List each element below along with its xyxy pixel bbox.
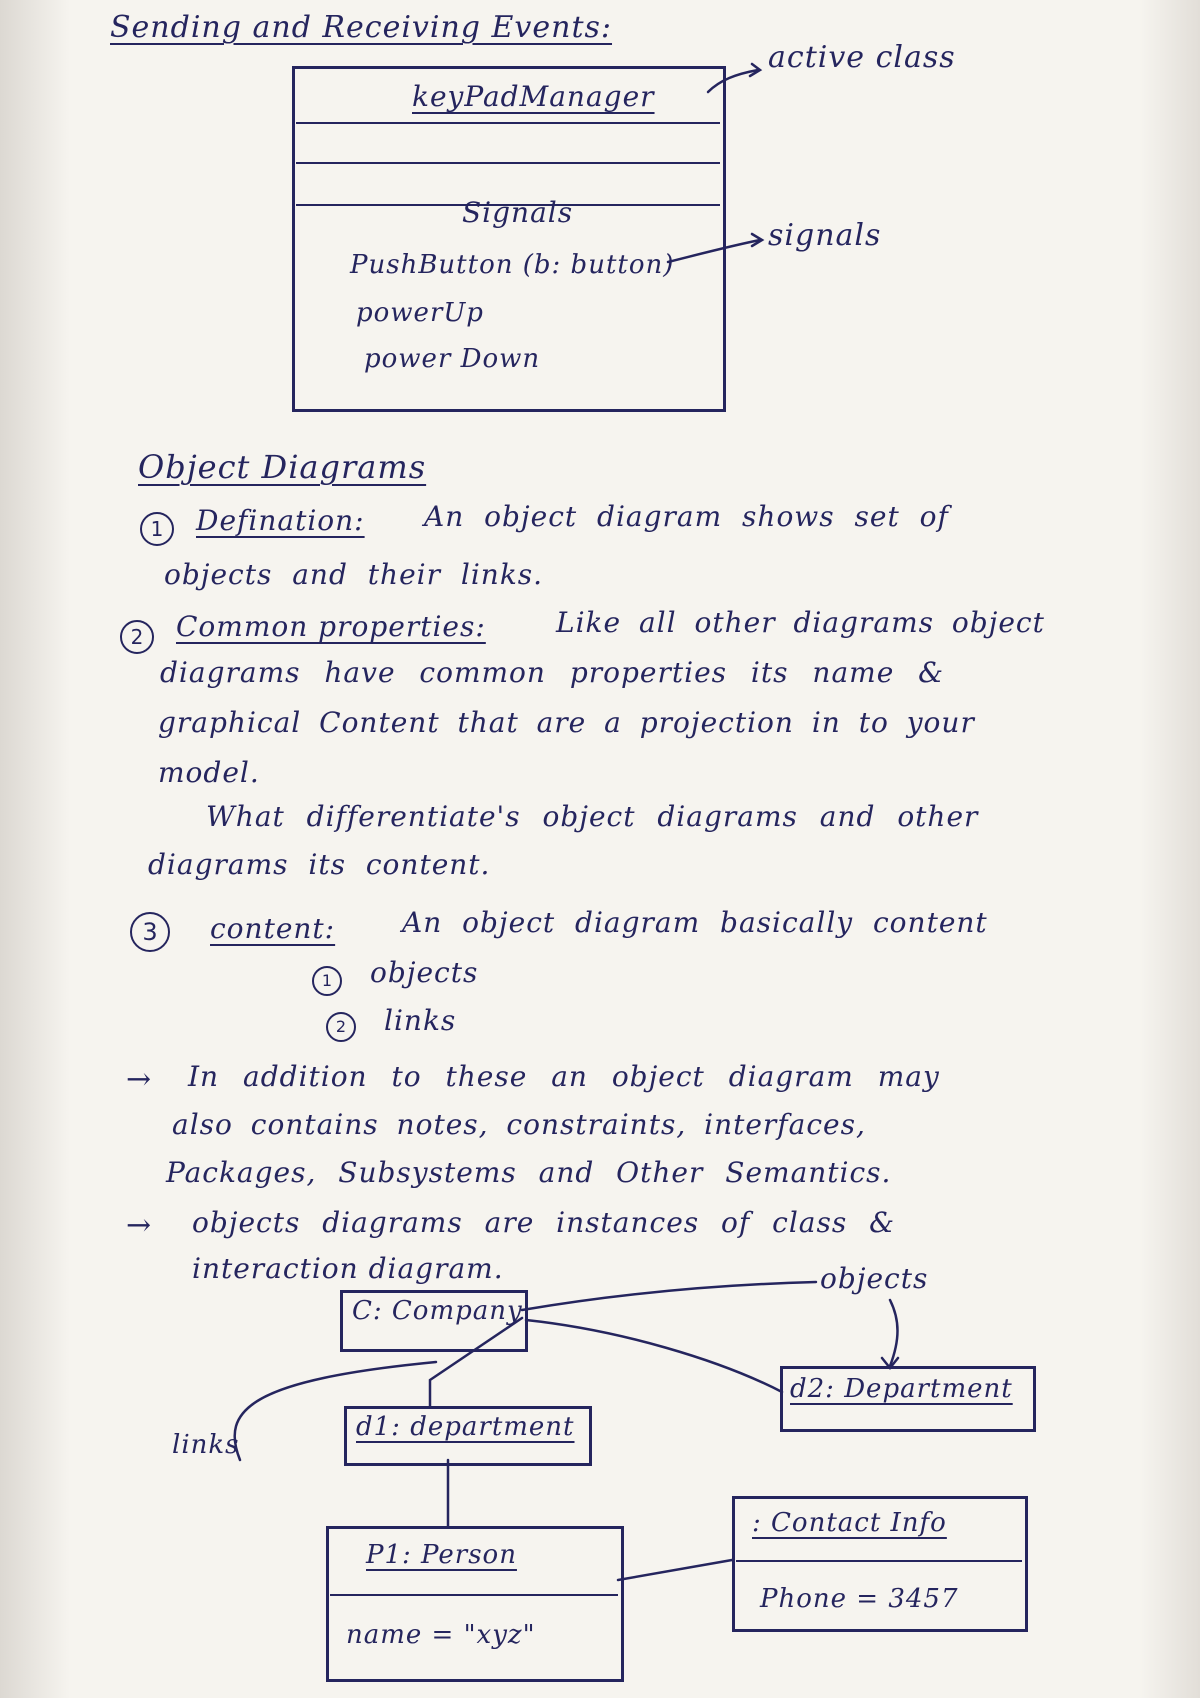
definition-text-1: An object diagram shows set of — [424, 500, 949, 533]
active-class-pointer — [708, 70, 758, 92]
common-properties-text-3: graphical Content that are a projection in to your — [158, 706, 975, 739]
object-label-company: C: Company — [352, 1296, 523, 1326]
signals-pointer — [668, 240, 760, 262]
sub-item-number-2: 2 — [326, 1012, 356, 1042]
common-properties-text-4: model. — [158, 756, 260, 789]
object-label-contact-info: : Contact Info — [752, 1508, 947, 1538]
person-attribute-name: name = "xyz" — [346, 1620, 536, 1650]
annotation-signals: signals — [768, 218, 882, 253]
object-label-department-left: d1: department — [356, 1412, 575, 1442]
arrow-glyph-1: → — [126, 1062, 153, 1097]
sub-item-links: links — [384, 1004, 457, 1037]
sub-item-objects: objects — [370, 956, 479, 989]
common-properties-text-2: diagrams have common properties its name & — [160, 656, 945, 689]
arrow-glyph-2: → — [126, 1208, 153, 1243]
signal-item-powerup: powerUp — [356, 298, 484, 328]
object-label-person: P1: Person — [366, 1540, 517, 1570]
link-person-contact — [618, 1560, 732, 1580]
addition-text-2: also contains notes, constraints, interfaces, — [172, 1108, 866, 1141]
differentiate-text-1: What differentiate's object diagrams and other — [206, 800, 979, 833]
instances-text-2: interaction diagram. — [192, 1252, 504, 1285]
section-title-events: Sending and Receiving Events: — [110, 10, 613, 45]
link-company-dept-right — [526, 1320, 782, 1392]
annotation-active-class: active class — [768, 40, 956, 75]
instances-text-1: objects diagrams are instances of class & — [192, 1206, 896, 1239]
links-pointer — [235, 1362, 436, 1460]
definition-heading: Defination: — [196, 504, 365, 537]
item-number-3: 3 — [130, 912, 170, 952]
annotation-links: links — [172, 1430, 240, 1460]
contact-attribute-phone: Phone = 3457 — [760, 1584, 959, 1614]
annotation-objects: objects — [820, 1262, 929, 1295]
content-heading: content: — [210, 912, 336, 945]
item-number-1: 1 — [140, 512, 174, 546]
signals-compartment-label: Signals — [462, 196, 574, 229]
definition-text-2: objects and their links. — [164, 558, 544, 591]
content-text: An object diagram basically content — [402, 906, 988, 939]
common-properties-heading: Common properties: — [176, 610, 486, 643]
link-company-dept-left — [430, 1318, 522, 1406]
sub-item-number-1: 1 — [312, 966, 342, 996]
section-title-object-diagrams: Object Diagrams — [138, 448, 427, 486]
objects-pointer-company — [522, 1282, 816, 1310]
addition-text-1: In addition to these an object diagram may — [188, 1060, 940, 1093]
item-number-2: 2 — [120, 620, 154, 654]
objects-pointer-department — [890, 1300, 898, 1366]
common-properties-text-1: Like all other diagrams object — [556, 606, 1045, 639]
class-name: keyPadManager — [412, 80, 655, 113]
signal-item-pushbutton: PushButton (b: button) — [350, 250, 675, 280]
object-label-department-right: d2: Department — [790, 1374, 1013, 1404]
signal-item-powerdown: power Down — [364, 344, 541, 374]
differentiate-text-2: diagrams its content. — [148, 848, 491, 881]
addition-text-3: Packages, Subsystems and Other Semantics. — [166, 1156, 892, 1189]
